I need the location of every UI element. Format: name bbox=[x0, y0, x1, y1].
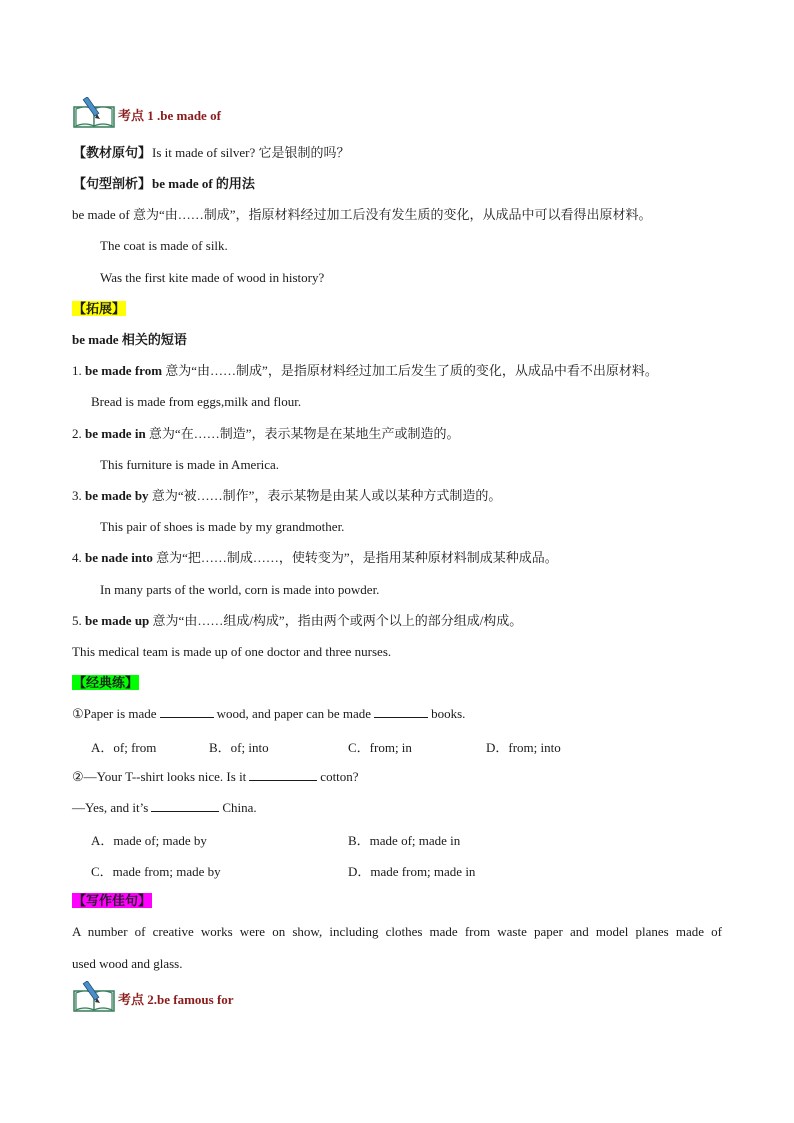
phrase-example: This medical team is made up of one doctor and three nurses. bbox=[72, 644, 392, 659]
question-text: —Yes, and it’s bbox=[72, 800, 149, 815]
textbook-sentence bbox=[72, 144, 350, 162]
classic-practice-section bbox=[72, 674, 139, 692]
textbook-sentence-text: Is it made of silver? 它是银制的吗？ bbox=[152, 145, 350, 160]
question-1-option-d[interactable]: D．from; into bbox=[486, 740, 561, 755]
extension-section bbox=[72, 300, 126, 318]
question-1-option-a[interactable]: A．of; from bbox=[91, 740, 157, 755]
question-1-option-b[interactable]: B．of; into bbox=[209, 740, 269, 755]
textbook-sentence-tag: 【教材原句】 bbox=[73, 145, 152, 160]
question-2-option-d[interactable]: D．made from; made in bbox=[348, 864, 476, 879]
phrase-term: be made up bbox=[85, 613, 150, 628]
phrase-description: 意为“由……制成”，是指原材料经过加工后发生了质的变化，从成品中看不出原材料。 bbox=[162, 363, 658, 378]
phrase-example: In many parts of the world, corn is made into powder. bbox=[100, 582, 380, 597]
pattern-analysis bbox=[72, 175, 255, 193]
phrase-number: 5. bbox=[72, 613, 82, 628]
question-1-stem bbox=[72, 705, 465, 723]
extension-tag: 【拓展】 bbox=[73, 301, 126, 316]
question-2-option-c[interactable]: C．made from; made by bbox=[91, 864, 221, 879]
phrase-item bbox=[72, 487, 501, 505]
question-text: books. bbox=[431, 706, 466, 721]
phrase-number: 3. bbox=[72, 488, 82, 503]
kaodian-2-title: 考点 2.be famous for bbox=[118, 992, 234, 1007]
explanation-text: be made of 意为“由……制成”，指原材料经过加工后没有发生质的变化，从成品中可以看得出原材料。 bbox=[72, 207, 652, 222]
phrase-item bbox=[72, 612, 522, 630]
question-text: ②—Your T--shirt looks nice. Is it bbox=[72, 769, 247, 784]
answer-blank[interactable] bbox=[249, 768, 317, 781]
phrase-number: 4. bbox=[72, 550, 82, 565]
question-2-option-a[interactable]: A．made of; made by bbox=[91, 833, 207, 848]
phrase-description: 意为“在……制造”，表示某物是在某地生产或制造的。 bbox=[145, 426, 460, 441]
question-2-option-b[interactable]: B．made of; made in bbox=[348, 833, 461, 848]
phrase-item bbox=[72, 549, 558, 567]
phrase-item bbox=[72, 425, 459, 443]
classic-practice-tag: 【经典练】 bbox=[73, 675, 139, 690]
phrase-description: 意为“把……制成……，使转变为”，是指用某种原材料制成某种成品。 bbox=[152, 550, 558, 565]
phrase-example: This furniture is made in America. bbox=[100, 457, 280, 472]
question-text: wood, and paper can be made bbox=[216, 706, 372, 721]
book-pencil-icon bbox=[72, 97, 116, 129]
phrase-term: be made in bbox=[85, 426, 146, 441]
answer-blank[interactable] bbox=[374, 705, 428, 718]
example-sentence-2: Was the first kite made of wood in history? bbox=[100, 270, 325, 285]
writing-sentence-line-1: A number of creative works were on show, including clothes made from waste paper and model planes made of bbox=[72, 924, 722, 939]
phrase-description: 意为“由……组成/构成”，指由两个或两个以上的部分组成/构成。 bbox=[149, 613, 523, 628]
question-text: China. bbox=[222, 800, 257, 815]
phrase-term: be made by bbox=[85, 488, 149, 503]
phrases-heading: be made 相关的短语 bbox=[72, 332, 187, 347]
question-1-option-c[interactable]: C．from; in bbox=[348, 740, 412, 755]
phrase-term: be nade into bbox=[85, 550, 153, 565]
answer-blank[interactable] bbox=[151, 799, 219, 812]
answer-blank[interactable] bbox=[160, 705, 214, 718]
phrase-example: Bread is made from eggs,milk and flour. bbox=[91, 394, 302, 409]
pattern-analysis-tag: 【句型剖析】 bbox=[73, 176, 152, 191]
example-sentence-1: The coat is made of silk. bbox=[100, 238, 228, 253]
phrase-item bbox=[72, 362, 658, 380]
question-text: cotton? bbox=[320, 769, 359, 784]
book-pencil-icon bbox=[72, 981, 116, 1013]
phrase-example: This pair of shoes is made by my grandmother. bbox=[100, 519, 345, 534]
phrase-number: 2. bbox=[72, 426, 82, 441]
writing-sentence-line-2: used wood and glass. bbox=[72, 956, 183, 971]
question-2-reply bbox=[72, 799, 257, 817]
phrase-term: be made from bbox=[85, 363, 163, 378]
pattern-analysis-text: be made of 的用法 bbox=[152, 176, 255, 191]
writing-tag: 【写作佳句】 bbox=[73, 893, 152, 908]
question-text: ①Paper is made bbox=[72, 706, 157, 721]
kaodian-1-title: 考点 1 .be made of bbox=[118, 108, 221, 123]
phrase-number: 1. bbox=[72, 363, 82, 378]
question-2-stem bbox=[72, 768, 359, 786]
writing-section bbox=[72, 892, 152, 910]
phrase-description: 意为“被……制作”，表示某物是由某人或以某种方式制造的。 bbox=[148, 488, 502, 503]
